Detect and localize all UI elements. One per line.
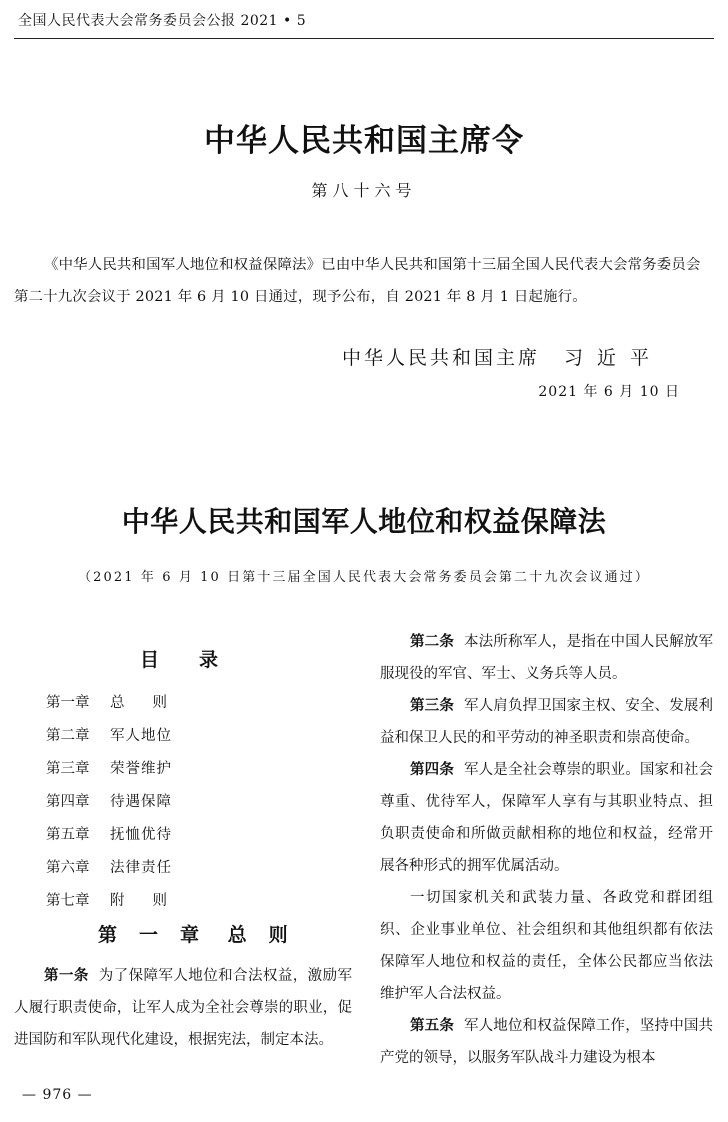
gazette-header: 全国人民代表大会常务委员会公报 2021 • 5 xyxy=(18,13,307,29)
toc-chapter: 第三章 xyxy=(46,761,90,777)
article-text: 为了保障军人地位和合法权益，激励军人履行职责使命，让军人成为全社会尊崇的职业，促进国防和军队现代化建设，根据宪法，制定本法。 xyxy=(14,968,353,1048)
article-text: 本法所称军人，是指在中国人民解放军服现役的军官、军士、义务兵等人员。 xyxy=(380,634,714,682)
article-label: 第三条 xyxy=(410,698,454,714)
article-2 xyxy=(380,626,713,690)
order-preamble: 《中华人民共和国军人地位和权益保障法》已由中华人民共和国第十三届全国人民代表大会常务委员会第二十九次会议于 2021 年 6 月 10 日通过，现予公布，自 2021 年 8 月 1 日起施行。 xyxy=(14,257,701,305)
page-number: — 976 — xyxy=(22,1087,93,1103)
toc-item xyxy=(46,888,195,921)
table-of-contents xyxy=(46,690,195,921)
law-title: 中华人民共和国军人地位和权益保障法 xyxy=(121,505,607,538)
toc-item xyxy=(46,789,195,822)
toc-name: 待遇保障 xyxy=(110,794,172,810)
toc-item xyxy=(46,756,195,789)
toc-item xyxy=(46,855,195,888)
toc-chapter: 第四章 xyxy=(46,794,90,810)
toc-item xyxy=(46,690,195,723)
article-5 xyxy=(380,1010,713,1074)
signer-name: 习近平 xyxy=(564,347,664,369)
toc-chapter: 第一章 xyxy=(46,695,90,711)
toc-title: 目录 xyxy=(140,649,259,671)
toc-item xyxy=(46,723,195,756)
left-column xyxy=(14,960,352,1056)
chapter-name: 总则 xyxy=(227,924,310,946)
toc-chapter: 第五章 xyxy=(46,827,90,843)
toc-name: 附则 xyxy=(110,893,195,909)
toc-name: 法律责任 xyxy=(110,860,172,876)
article-1 xyxy=(14,960,352,1056)
sign-date: 2021 年 6 月 10 日 xyxy=(538,384,680,400)
law-adoption-note: （2021 年 6 月 10 日第十三届全国人民代表大会常务委员会第二十九次会议通过） xyxy=(78,570,650,585)
toc-chapter: 第二章 xyxy=(46,728,90,744)
signer-title: 中华人民共和国主席 xyxy=(342,347,541,369)
article-4 xyxy=(380,754,713,882)
article-label: 第二条 xyxy=(410,634,454,650)
header-divider xyxy=(14,38,714,39)
toc-name: 军人地位 xyxy=(110,728,172,744)
article-3 xyxy=(380,690,713,754)
signer-line xyxy=(342,343,663,370)
toc-name: 荣誉维护 xyxy=(110,761,172,777)
order-number: 第八十六号 xyxy=(311,181,417,200)
article-text: 军人地位和权益保障工作，坚持中国共产党的领导，以服务军队战斗力建设为根本 xyxy=(380,1018,714,1066)
article-4-paragraph-2: 一切国家机关和武装力量、各政党和群团组织、企业事业单位、社会组织和其他组织都有依法保障军人地位和权益的责任，全体公民都应当依法维护军人合法权益。 xyxy=(380,890,713,1002)
chapter-number: 第一章 xyxy=(98,924,222,946)
toc-name: 抚恤优待 xyxy=(110,827,172,843)
article-text: 军人是全社会尊崇的职业。国家和社会尊重、优待军人，保障军人享有与其职业特点、担负职责使命和所做贡献相称的地位和权益，经常开展各种形式的拥军优属活动。 xyxy=(380,762,714,874)
right-column xyxy=(380,626,713,1074)
chapter-heading xyxy=(98,920,310,947)
toc-item xyxy=(46,822,195,855)
toc-name: 总则 xyxy=(110,695,195,711)
toc-chapter: 第七章 xyxy=(46,893,90,909)
article-text: 军人肩负捍卫国家主权、安全、发展利益和保卫人民的和平劳动的神圣职责和崇高使命。 xyxy=(380,698,714,746)
toc-chapter: 第六章 xyxy=(46,860,90,876)
article-label: 第五条 xyxy=(410,1018,454,1034)
article-label: 第四条 xyxy=(410,762,454,778)
article-label: 第一条 xyxy=(44,968,89,984)
order-title: 中华人民共和国主席令 xyxy=(204,123,524,159)
